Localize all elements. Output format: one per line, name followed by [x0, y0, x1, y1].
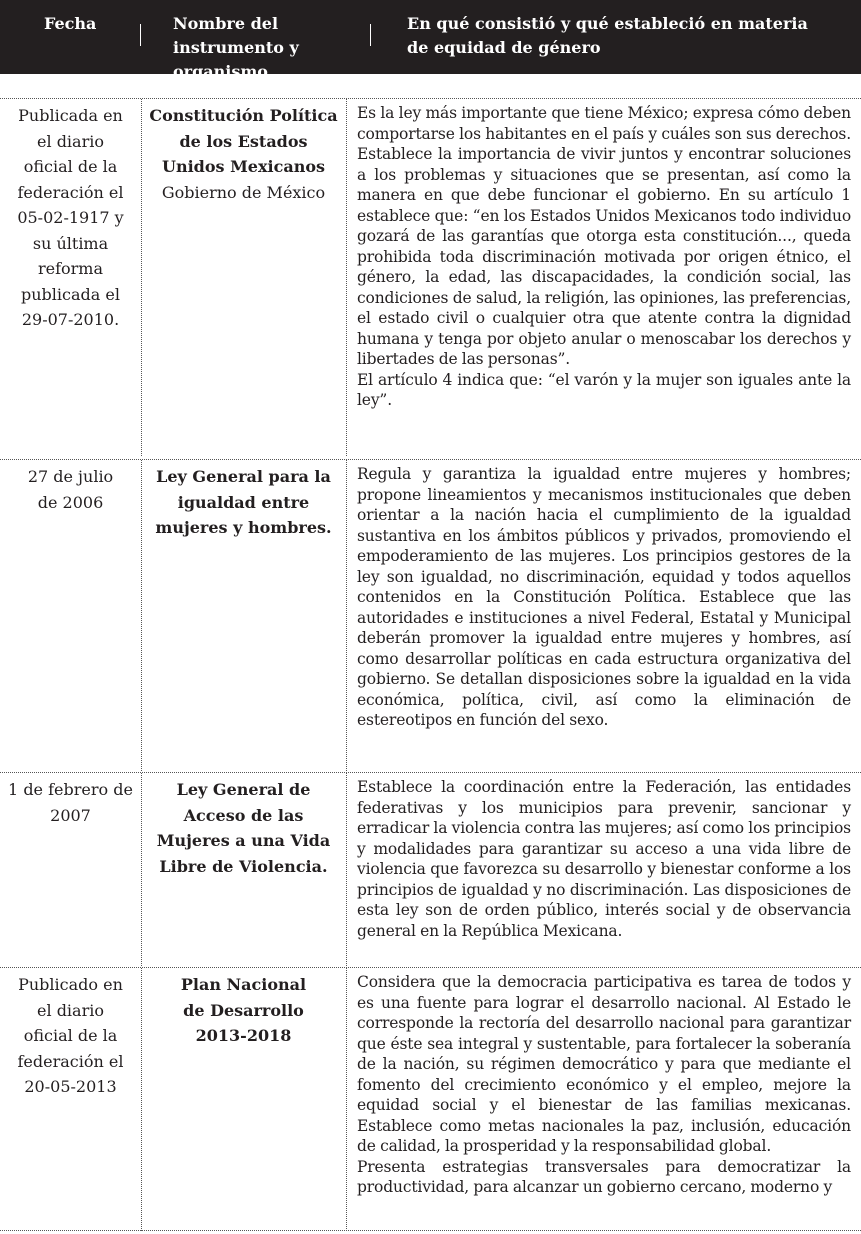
description-paragraph: Regula y garantiza la igualdad entre mujeres y hombres; propone lineamientos y mecanismos institucionales que deben orientar a la nación hacia el cumplimiento de la igualdad sustantiva en los ámbitos públicos y privados, promoviendo el empoderamiento de las mujeres. Los principios gestores de la ley son igualdad, no discriminación, equidad y todos aquellos contenidos en la Constitución Política. Establece que las autoridades e instituciones a nivel Federal, Estatal y Municipal deberán promover la igualdad entre mujeres y hombres, así como desarrollar políticas en cada estructura organizativa del gobierno. Se detallan disposiciones sobre la igualdad en la vida económica, política, civil, así como la eliminación de estereotipos en función del sexo. — [357, 465, 851, 729]
row-instrument — [141, 464, 346, 541]
row-date: Publicada en el diario oficial de la federación el 05-02-1917 y su última reforma publicada el 29-07-2010. — [17, 106, 124, 329]
row-date: 1 de febrero de 2007 — [8, 780, 133, 825]
row-description — [357, 777, 851, 941]
row-description — [357, 972, 851, 1198]
header-instrument: Nombre del instrumento y organismo — [173, 14, 299, 81]
row-date: 27 de julio de 2006 — [27, 467, 114, 512]
header-description: En qué consistió y qué estableció en materia de equidad de género — [407, 14, 808, 57]
description-paragraph: Establece la coordinación entre la Federación, las entidades federativas y los municipios para prevenir, sancionar y erradicar la violencia contra las mujeres; así como los principios y modalidades para garantizar su acceso a una vida libre de violencia que favorezca su desarrollo y bienestar conforme a los principios de igualdad y no discriminación. Las disposiciones de esta ley son de orden público, interés social y de observancia general en la República Mexicana. — [357, 778, 851, 940]
row-description — [357, 464, 851, 731]
instrument-title: Plan Nacional de Desarrollo 2013-2018 — [180, 975, 307, 1045]
description-paragraph: Presenta estrategias transversales para democratizar la productividad, para alcanzar un gobierno cercano, moderno y — [357, 1157, 851, 1196]
row-description — [357, 103, 851, 411]
table-bottom-border — [0, 1230, 861, 1231]
description-paragraph: Es la ley más importante que tiene México; expresa cómo deben comportarse los habitantes en el país y cuáles son sus derechos. Establece la importancia de vivir juntos y encontrar soluciones a los problemas y situaciones que se presentan, así como la manera en que debe funcionar el gobierno. En su artículo 1 establece que: “en los Estados Unidos Mexicanos todo individuo gozará de las garantías que otorga esta constitución..., queda prohibida toda discriminación motivada por origen étnico, el género, la edad, las discapacidades, la condición social, las condiciones de salud, la religión, las opiniones, las preferencias, el estado civil o cualquier otra que atente contra la dignidad humana y tenga por objeto anular o menoscabar los derechos y libertades de las personas”. — [357, 104, 851, 368]
header-date: Fecha — [44, 14, 97, 33]
row-instrument — [141, 103, 346, 205]
table-header — [0, 0, 861, 81]
header-divider — [370, 24, 371, 46]
table-row — [0, 772, 861, 966]
table-row — [0, 459, 861, 771]
table-row — [0, 98, 861, 456]
row-instrument — [141, 777, 346, 879]
description-paragraph: El artículo 4 indica que: “el varón y la mujer son iguales ante la ley”. — [357, 370, 851, 409]
table-row — [0, 967, 861, 1231]
row-instrument — [141, 972, 346, 1049]
instrument-title: Ley General de Acceso de las Mujeres a una Vida Libre de Violencia. — [156, 780, 331, 876]
row-date: Publicado en el diario oficial de la federación el 20-05-2013 — [17, 975, 124, 1096]
description-paragraph: Considera que la democracia participativa es tarea de todos y es una fuente para lograr el desarrollo nacional. Al Estado le corresponde la rectoría del desarrollo nacional para garantizar que éste sea integral y sustentable, para fortalecer la soberanía de la nación, su régimen democrático y para que mediante el fomento del crecimiento económico y el empleo, mejore la equidad social y el bienestar de las familias mexicanas. Establece como metas nacionales la paz, inclusión, educación de calidad, la prosperidad y la responsabilidad global. — [357, 973, 851, 1155]
instrument-title: Ley General para la igualdad entre mujeres y hombres. — [155, 467, 332, 537]
instrument-title: Constitución Política de los Estados Unidos Mexicanos — [149, 106, 338, 176]
instrument-organism: Gobierno de México — [161, 182, 326, 202]
header-divider — [140, 24, 141, 46]
